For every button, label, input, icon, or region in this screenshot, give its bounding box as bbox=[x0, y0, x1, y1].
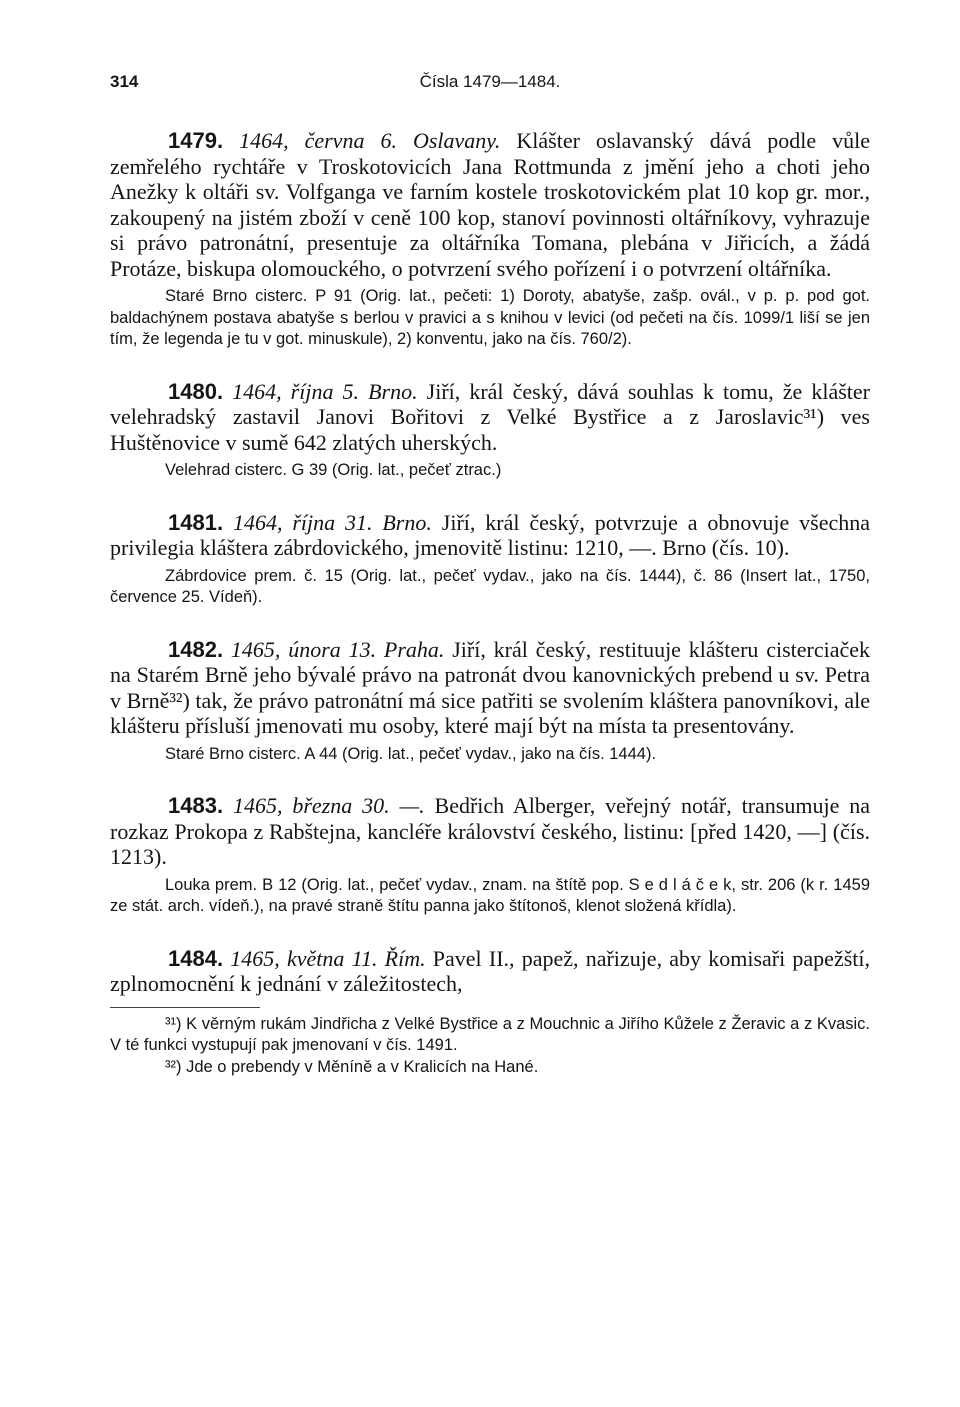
footnote-divider bbox=[110, 1007, 260, 1008]
entry-body bbox=[110, 637, 870, 739]
entry-text: Jiří, král český, potvrzuje a obnovuje všechna privilegia kláštera zábrdovického, jmenovitě listinu: 1210, —. Brno (čís. 10). bbox=[110, 509, 871, 560]
entry-1480 bbox=[110, 379, 870, 482]
footnote-32: ³²) Jde o prebendy v Měníně a v Kralicích na Hané. bbox=[165, 1057, 539, 1076]
entry-number: 1482. bbox=[168, 636, 224, 662]
entry-text: Pavel II., papež, nařizuje, aby komisaři papežští, zplnomocnění k jednání v záležitostech, bbox=[110, 945, 871, 996]
entry-text: Bedřich Alberger, veřejný notář, transumuje na rozkaz Prokopa z Rabštejna, kancléře království českého, listinu: [před 1420, —] (čís. 1213). bbox=[110, 793, 871, 869]
entry-date: 1465, února 13. Praha. bbox=[230, 636, 445, 662]
entry-date: 1464, října 5. Brno. bbox=[232, 378, 418, 404]
entry-source: Zábrdovice prem. č. 15 (Orig. lat., pečeť vydav., jako na čís. 1444), č. 86 (Insert lat., 1750, července 25. Vídeň). bbox=[110, 566, 870, 606]
entry-body bbox=[110, 379, 870, 456]
page-header bbox=[110, 72, 870, 100]
entry-body bbox=[110, 128, 870, 281]
running-title: Čísla 1479—1484. bbox=[419, 72, 561, 91]
entry-date: 1464, června 6. Oslavany. bbox=[239, 128, 501, 153]
entry-date: 1465, května 11. Řím. bbox=[230, 945, 426, 971]
entry-1483 bbox=[110, 793, 870, 918]
entry-number: 1480. bbox=[168, 378, 224, 404]
entry-source: Staré Brno cisterc. A 44 (Orig. lat., pečeť vydav., jako na čís. 1444). bbox=[165, 744, 657, 763]
entry-number: 1484. bbox=[168, 945, 224, 971]
entry-text: Jiří, král český, restituuje klášteru cisterciaček na Starém Brně jeho bývalé právo na patronát dvou kanovnických prebend u sv. Petra v Brně³²) tak, že právo patronátní má sice patřiti se svolením kláštera panovníkovi, ale klášteru přísluší jmenovati mu osoby, které mají být na místa ta presentovány. bbox=[110, 636, 871, 738]
entry-text: Klášter oslavanský dává podle vůle zemřelého rychtáře v Troskotovicích Jana Rottmunda z jmění jeho a choti jeho Anežky k oltáři sv. Volfganga ve farním kostele troskotovickém plat 10 kop gr. mor., zakoupený na jistém zboží v ceně 100 kop, stanoví povinnosti oltářníkovy, vyhrazuje si právo patronátní, presentuje za oltářníka Tomana, plebána v Jiřicích, a žádá Protáze, biskupa olomouckého, o potvrzení svého pořízení i o potvrzení oltářníka. bbox=[110, 128, 871, 281]
entry-text: Jiří, král český, dává souhlas k tomu, že klášter velehradský zastavil Janovi Bořitovi z Velké Bystřice a z Jaroslavic³¹) ves Huštěnovice v sumě 642 zlatých uherských. bbox=[110, 378, 870, 455]
entry-date: 1465, března 30. —. bbox=[232, 793, 425, 818]
entry-source: Louka prem. B 12 (Orig. lat., pečeť vydav., znam. na štítě pop. S e d l á č e k, str. 206 (k r. 1459 ze stát. arch. vídeň.), na pravé straně štítu panna jako štítonoš, klenot složená křídla). bbox=[110, 875, 870, 915]
entry-source: Velehrad cisterc. G 39 (Orig. lat., pečeť ztrac.) bbox=[165, 461, 502, 479]
entry-source: Staré Brno cisterc. P 91 (Orig. lat., pečeti: 1) Doroty, abatyše, zašp. ovál., v p. p. pod got. baldachýnem postava abatyše s berlou v pravici a s knihou v levici (od pečeti na čís. 1099/1 liší se jen tím, že legenda je tu v got. minuskule), 2) konventu, jako na čís. 760/2). bbox=[110, 287, 870, 348]
document-page bbox=[110, 72, 870, 1078]
entry-body bbox=[110, 793, 870, 870]
page-number: 314 bbox=[110, 72, 139, 91]
entry-number: 1481. bbox=[168, 509, 224, 535]
entry-body bbox=[110, 510, 870, 561]
entry-1481 bbox=[110, 510, 870, 609]
entry-body bbox=[110, 946, 870, 997]
entry-number: 1479. bbox=[168, 128, 224, 153]
footnote-31: ³¹) K věrným rukám Jindřicha z Velké Bystřice a z Mouchnic a Jiřího Kůžele z Žeravic a z Kvasic. V té funkci vystupují pak jmenovaní v čís. 1491. bbox=[110, 1014, 870, 1054]
entry-1479 bbox=[110, 128, 870, 351]
entry-1484 bbox=[110, 946, 870, 997]
entry-1482 bbox=[110, 637, 870, 766]
entry-number: 1483. bbox=[168, 793, 224, 818]
entry-date: 1464, října 31. Brno. bbox=[232, 509, 432, 535]
